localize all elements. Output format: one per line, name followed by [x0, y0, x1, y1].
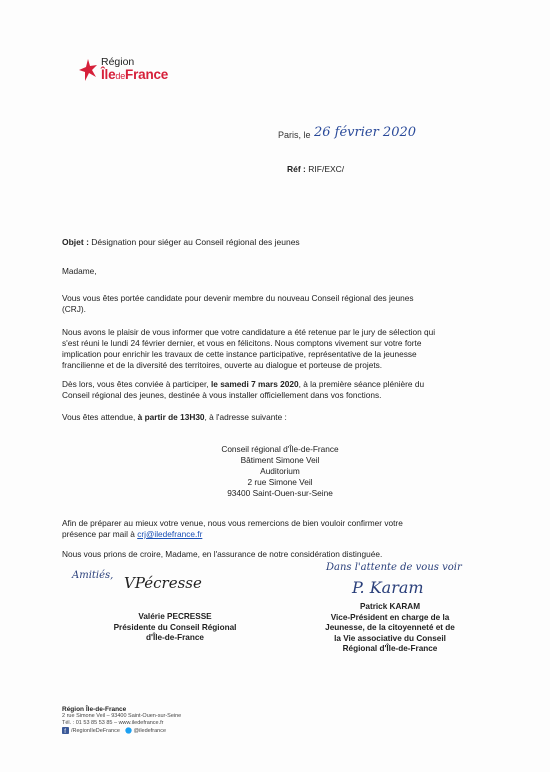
region-logo [78, 56, 198, 86]
svg-text:f: f [64, 728, 66, 734]
reference: Réf : RIF/EXC/ [287, 164, 345, 174]
paragraph-4: Vous êtes attendue, à partir de 13H30, à l'adresse suivante : [62, 412, 287, 422]
paragraph-1: Vous vous êtes portée candidate pour devenir membre du nouveau Conseil régional des jeunes (CRJ). [62, 293, 414, 314]
star-logo-icon [78, 58, 98, 82]
right-signatory: Patrick KARAM Vice-Président en charge de la Jeunesse, de la citoyenneté et de la Vie associative du Conseil Régional d'Île-de-France [325, 602, 455, 653]
letter-footer: Région Île-de-France 2 rue Simone Veil – 93400 Saint-Ouen-sur-Seine Tél. : 01 53 85 53 85 – www.iledefrance.fr f /RegionIleDeFrance @iledefrance [62, 706, 182, 734]
left-handwritten-note: Amitiés, [72, 570, 114, 581]
facebook-icon [62, 727, 69, 734]
letter-subject: Objet : Désignation pour siéger au Conseil régional des jeunes [62, 237, 300, 247]
handwritten-date: 26 février 2020 [314, 125, 417, 140]
salutation: Madame, [62, 266, 97, 276]
left-signatory: Valérie PECRESSE Présidente du Conseil Régional d'Île-de-France [113, 612, 237, 642]
logo-region-text: Région [101, 56, 135, 68]
twitter-icon [125, 727, 132, 734]
left-signature: VPécresse [124, 574, 202, 592]
letter-place: Paris, le [278, 130, 311, 140]
facebook-handle: /RegionIleDeFrance [71, 727, 120, 734]
twitter-handle: @iledefrance [133, 727, 167, 734]
right-signature: P. Karam [352, 578, 424, 597]
meeting-address: Conseil régional d'Île-de-France Bâtiment Simone Veil Auditorium 2 rue Simone Veil 93400 Saint-Ouen-sur-Seine [221, 444, 339, 498]
paragraph-2: Nous avons le plaisir de vous informer que votre candidature a été retenue par le jury de sélection qui s'est réuni le lundi 24 février dernier, et vous en félicitons. Nous comptons vivement sur votre forte implication pour enrichir les travaux de cette instance participative, représentative de la jeunesse francilienne et de la diversité des territoires, ouverte au dialogue et porteuse de projets. [62, 327, 436, 370]
contact-email-link[interactable]: crj@iledefrance.fr [137, 529, 203, 539]
right-handwritten-note: Dans l'attente de vous voir [326, 562, 462, 573]
paragraph-3: Dès lors, vous êtes conviée à participer, le samedi 7 mars 2020, à la première séance plénière du Conseil régional des jeunes, destinée à vous installer officiellement dans vos fonctions. [62, 379, 425, 400]
paragraph-5: Afin de préparer au mieux votre venue, nous vous remercions de bien vouloir confirmer votre présence par mail à crj@iledefrance.fr [62, 518, 403, 539]
logo-name-text: ÎledeFrance [101, 67, 169, 82]
closing-formula: Nous vous prions de croire, Madame, en l'assurance de notre considération distinguée. [62, 549, 383, 559]
